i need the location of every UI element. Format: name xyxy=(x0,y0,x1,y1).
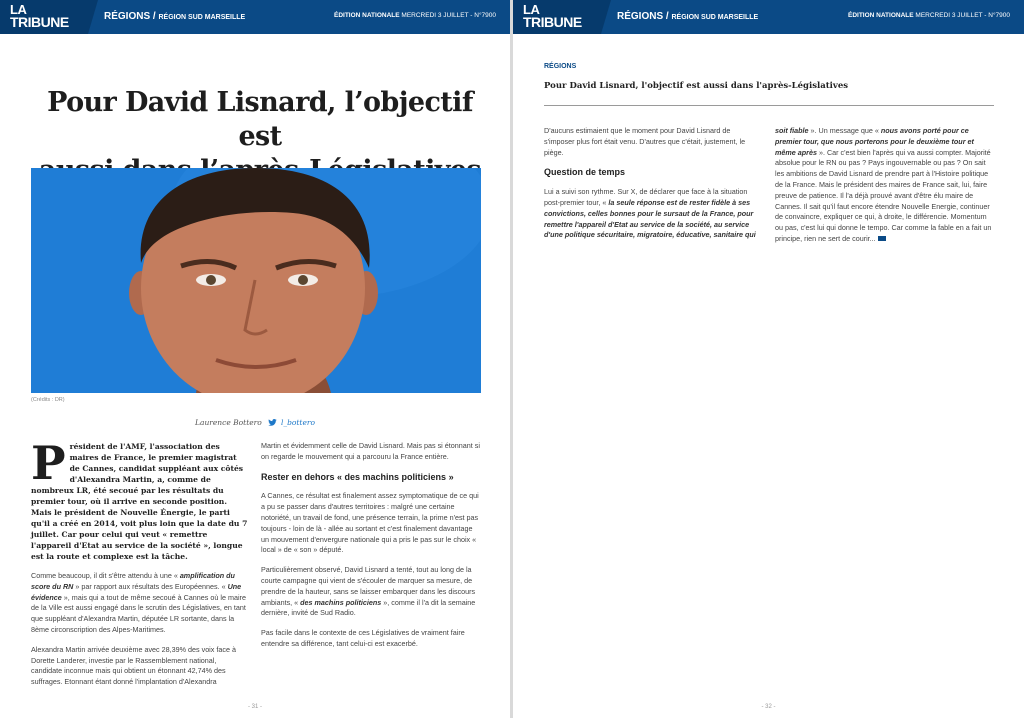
quote-emphasis: la seule réponse est de rester fidèle à ses convictions, celles bonnes pour le sursaut de la France, pour remettre l'appareil d'Etat au service de la société, au service d'une politique sécuritaire, migratoire, éducative, sanitaire qui xyxy=(544,197,756,240)
article-column-1 xyxy=(31,436,248,697)
page-number: - 31 - xyxy=(247,704,262,710)
text-run: Comme beaucoup, il dit s'être attendu à une « xyxy=(31,571,180,580)
body-paragraph: Pas facile dans le contexte de ces Législatives de vraiment faire entendre sa différence, tant celui-ci est exacerbé. xyxy=(261,628,465,648)
author-name: Laurence Bottero xyxy=(195,418,262,427)
quote-emphasis: des machins politiciens xyxy=(300,597,382,607)
running-title: Pour David Lisnard, l'objectif est aussi dans l'après-Législatives xyxy=(544,81,849,91)
edition-date: MERCREDI 3 JUILLET - N°7900 xyxy=(401,12,496,19)
author-twitter-link[interactable]: l_bottero xyxy=(280,418,315,427)
quote-emphasis: amplification du score du RN xyxy=(31,571,235,591)
article-column-3 xyxy=(544,126,762,250)
logo-line1: LA xyxy=(523,2,540,17)
body-paragraph: A Cannes, ce résultat est finalement assez symptomatique de ce qui a pu se passer dans d'autres territoires : malgré une certaine notoriété, un travail de fond, une présence terrain, la prime n'est pas toujours - loin de là - allée au sortant et c'est finalement davantage un mouvement d'envergure nationale qui a pris le pas sur le choix « local » de « son » député. xyxy=(261,491,479,555)
section-label[interactable] xyxy=(617,11,758,22)
text-run: Particulièrement observé, David Lisnard a tenté, tout au long de la courte campagne qui vient de s'écouler de marquer sa mesure, de prendre de la hauteur, sans se laisser embarquer dans les discours ambiants, « xyxy=(261,565,476,607)
headline-line1: Pour David Lisnard, l’objectif est xyxy=(47,87,473,152)
text-run: », comme il l'a dit la semaine dernière, invité de Sud Radio. xyxy=(261,597,476,618)
photo-credit: (Crédits : DR) xyxy=(31,397,65,403)
text-run: ». Un message que « xyxy=(808,126,881,135)
section-kicker[interactable]: RÉGIONS xyxy=(544,63,577,70)
quote-emphasis: Une évidence xyxy=(31,581,242,602)
quote-emphasis: nous avons porté pour ce premier tour, que nous porterons pour le deuxième tour et même après xyxy=(775,126,974,157)
logo-line2: TRIBUNE xyxy=(10,14,69,30)
subheading: Rester en dehors « des machins politiciens » xyxy=(261,471,454,482)
text-run: » par rapport aux résultats des Européennes. « xyxy=(73,581,228,591)
section-label[interactable] xyxy=(104,11,245,22)
edition-label: ÉDITION NATIONALE xyxy=(847,12,914,19)
page-left xyxy=(0,0,510,718)
body-paragraph xyxy=(775,126,995,245)
article-end-icon xyxy=(878,236,886,241)
body-paragraph xyxy=(544,187,762,241)
text-run: Lui a suivi son rythme. Sur X, de déclarer que face à la situation post-premier tour, « xyxy=(544,187,748,207)
page-number: - 32 - xyxy=(761,704,776,710)
section-main: RÉGIONS / xyxy=(104,11,156,22)
section-sub: RÉGION SUD MARSEILLE xyxy=(671,14,759,21)
body-paragraph xyxy=(31,571,248,636)
subheading: Question de temps xyxy=(544,167,626,178)
header-bar xyxy=(0,0,510,34)
divider xyxy=(544,105,994,106)
body-paragraph: Martin et évidemment celle de David Lisnard. Mais pas si étonnant si on regarde le mouvement qui a parcouru la France entière. xyxy=(261,441,480,461)
body-paragraph: Alexandra Martin arrivée deuxième avec 28,39% des voix face à Dorette Landerer, investie par le Rassemblement national, candidate inconnue mais qui obtient un étonnant 42,74% des suffrages. Etonnant étant donné l'implantation d'Alexandra xyxy=(31,644,236,687)
byline xyxy=(0,418,510,427)
article-column-2 xyxy=(261,441,481,659)
logo[interactable] xyxy=(0,0,88,34)
edition-info xyxy=(334,12,496,19)
edition-date: MERCREDI 3 JUILLET - N°7900 xyxy=(915,12,1010,19)
lead-paragraph xyxy=(31,436,248,562)
drop-cap: P xyxy=(31,436,66,490)
edition-info xyxy=(848,12,1010,19)
section-sub: RÉGION SUD MARSEILLE xyxy=(158,14,246,21)
body-paragraph xyxy=(261,565,481,619)
edition-label: ÉDITION NATIONALE xyxy=(333,12,400,19)
logo-line1: LA xyxy=(10,2,27,17)
article-column-4 xyxy=(775,126,995,254)
quote-emphasis: soit fiable xyxy=(775,126,809,135)
text-run: ». Car c'est bien l'après qui va aussi compter. Majorité absolue pour le RN ou pas ? Pays ingouvernable ou pas ? On sait les ambitions de David Lisnard de prendre part à l'Histoire politique de la France. Mais le président des maires de France sait, lui, faire preuve de patience. Il l'a déjà prouvé avant d'être élu maire de Cannes. Il sait qu'il faut encore étendre Nouvelle Energie, continuer de convaincre, expliquer ce qui, à droite, le différencie. Momentum ou pas, c'est lui qui donne le tempo. Car comme la fable en a fait un principe, rien ne sert de courir... xyxy=(775,147,992,243)
twitter-bird-icon xyxy=(268,419,277,426)
page-right xyxy=(513,0,1024,718)
body-paragraph: D'aucuns estimaient que le moment pour David Lisnard de s'imposer plus fort était venu. D'autres que c'était, justement, le piège. xyxy=(544,126,746,157)
section-main: RÉGIONS / xyxy=(617,11,669,22)
logo-line2: TRIBUNE xyxy=(523,14,582,30)
text-run: », mais qui a tout de même secoué à Cannes où le maire de la Ville est aussi engagé dans le scrutin des Législatives, en tant que suppléant d'Alexandra Martin, députée LR sortante, dans la 8ème circonscription des Alpes-Maritimes. xyxy=(31,592,246,634)
logo[interactable] xyxy=(513,0,601,34)
header-bar xyxy=(513,0,1024,34)
portrait-photo xyxy=(31,168,481,393)
lead-text: résident de l'AMF, l'association des maires de France, le premier magistrat de Cannes, candidat suppléant aux côtés d'Alexandra Martin, a, comme de nombreux LR, été secoué par les résultats du premier tour, où il arrive en seconde position. Mais le président de Nouvelle Énergie, le parti qu'il a créé en 2014, voit plus loin que la date du 7 juillet. Car pour celui qui veut « remettre l'appareil d'Etat au service de la société », longue est la route et complexe est la tâche. xyxy=(31,442,248,561)
